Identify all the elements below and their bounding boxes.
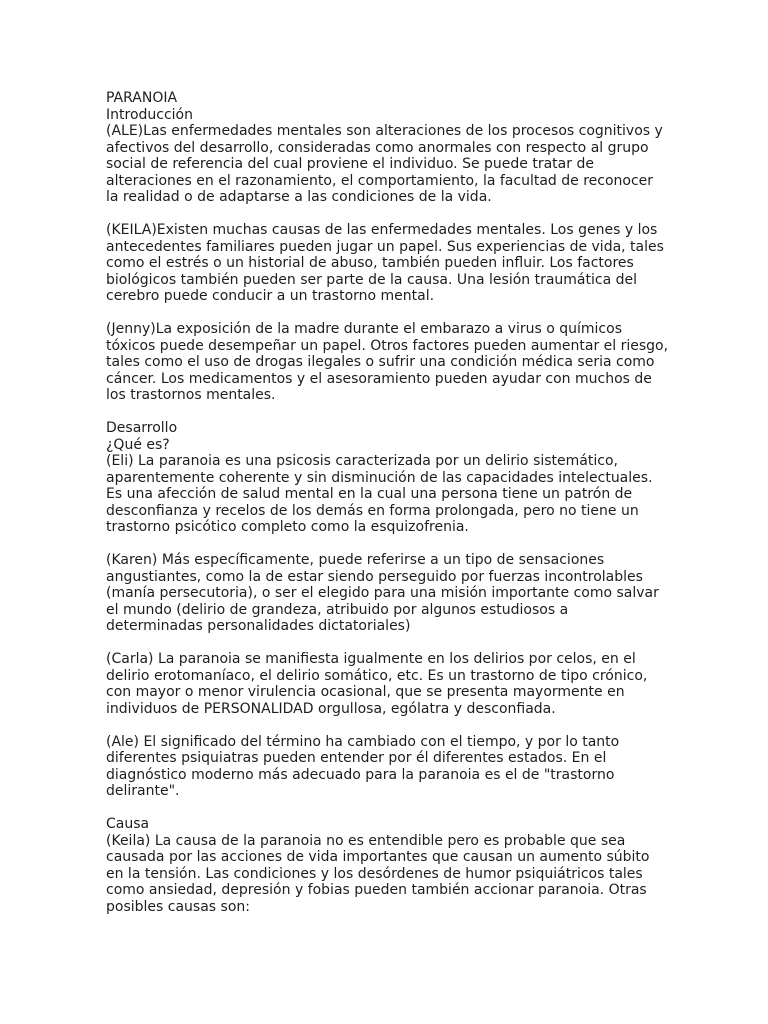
text-line: social de referencia del cual proviene el individuo. Se puede tratar de [106, 156, 594, 172]
paragraph-desarrollo-karen [106, 552, 666, 635]
text-line: trastorno psicótico completo como la esquizofrenia. [106, 519, 469, 535]
paragraph-intro-keila [106, 222, 666, 305]
text-line: como ansiedad, depresión y fobias pueden también accionar paranoia. Otras [106, 882, 647, 898]
text-line: afectivos del desarrollo, consideradas como anormales con respecto al grupo [106, 139, 649, 156]
text-line: diferentes psiquiatras pueden entender por él diferentes estados. En el [106, 750, 607, 766]
text-line: angustiantes, como la de estar siendo perseguido por fuerzas incontrolables [106, 568, 643, 585]
text-line: los trastornos mentales. [106, 387, 276, 403]
text-line: desconfianza y recelos de los demás en forma prolongada, pero no tiene un [106, 502, 639, 519]
text-line: aparentemente coherente y sin disminución de las capacidades intelectuales. [106, 469, 653, 486]
paragraph-intro-jenny [106, 321, 669, 404]
text-line: diagnóstico moderno más adecuado para la paranoia es el de "trastorno [106, 766, 615, 783]
text-line: tóxicos puede desempeñar un papel. Otros factores pueden aumentar el riesgo, [106, 337, 669, 354]
paragraph-causa-keila [106, 833, 666, 916]
text-line: la realidad o de adaptarse a las condiciones de la vida. [106, 189, 492, 205]
subheading-que-es: ¿Qué es? [106, 436, 170, 453]
document-page [106, 90, 669, 932]
text-line: (manía persecutoria), o ser el elegido para una misión importante como salvar [106, 585, 659, 601]
text-line: determinadas personalidades dictatoriales) [106, 618, 411, 634]
text-line: biológicos también pueden ser parte de la causa. Una lesión traumática del [106, 271, 638, 288]
text-line: (ALE)Las enfermedades mentales son alteraciones de los procesos cognitivos y [106, 123, 663, 139]
text-line: en la tensión. Las condiciones y los desórdenes de humor psiquiátricos tales [106, 865, 643, 882]
text-line: tales como el uso de drogas ilegales o sufrir una condición médica seria como [106, 354, 655, 370]
text-line: cáncer. Los medicamentos y el asesoramiento pueden ayudar con muchos de [106, 370, 652, 387]
text-line: posibles causas son: [106, 898, 250, 915]
text-line: delirante". [106, 783, 180, 799]
text-line: delirio erotomaníaco, el delirio somático, etc. Es un trastorno de tipo crónico, [106, 667, 648, 684]
text-line: (Carla) La paranoia se manifiesta igualmente en los delirios por celos, en el [106, 651, 636, 667]
text-line: con mayor o menor virulencia ocasional, que se presenta mayormente en [106, 684, 625, 700]
paragraph-desarrollo-eli [106, 453, 666, 536]
text-line: (Ale) El significado del término ha cambiado con el tiempo, y por lo tanto [106, 733, 620, 750]
text-line: (Jenny)La exposición de la madre durante el embarazo a virus o químicos [106, 321, 622, 337]
text-line: como el estrés o un historial de abuso, también pueden influir. Los factores [106, 255, 634, 271]
text-line: cerebro puede conducir a un trastorno mental. [106, 288, 435, 304]
paragraph-desarrollo-ale [106, 734, 666, 800]
section-heading-causa: Causa [106, 816, 150, 832]
section-heading-desarrollo: Desarrollo [106, 420, 178, 436]
text-line: (KEILA)Existen muchas causas de las enfermedades mentales. Los genes y los [106, 222, 658, 238]
text-line: Es una afección de salud mental en la cual una persona tiene un patrón de [106, 486, 633, 502]
text-line: alteraciones en el razonamiento, el comportamiento, la facultad de reconocer [106, 172, 654, 189]
document-title: PARANOIA [106, 90, 178, 106]
section-heading-introduccion: Introducción [106, 106, 193, 123]
text-line: (Eli) La paranoia es una psicosis caracterizada por un delirio sistemático, [106, 453, 618, 469]
paragraph-intro-ale [106, 123, 666, 206]
text-line: el mundo (delirio de grandeza, atribuido por algunos estudiosos a [106, 601, 569, 618]
paragraph-desarrollo-carla [106, 651, 666, 717]
text-line: antecedentes familiares pueden jugar un papel. Sus experiencias de vida, tales [106, 238, 664, 255]
text-line: (Keila) La causa de la paranoia no es entendible pero es probable que sea [106, 832, 626, 849]
text-line: causada por las acciones de vida importantes que causan un aumento súbito [106, 849, 650, 865]
text-line: (Karen) Más específicamente, puede referirse a un tipo de sensaciones [106, 552, 605, 568]
text-line: individuos de PERSONALIDAD orgullosa, ególatra y desconfiada. [106, 700, 556, 717]
